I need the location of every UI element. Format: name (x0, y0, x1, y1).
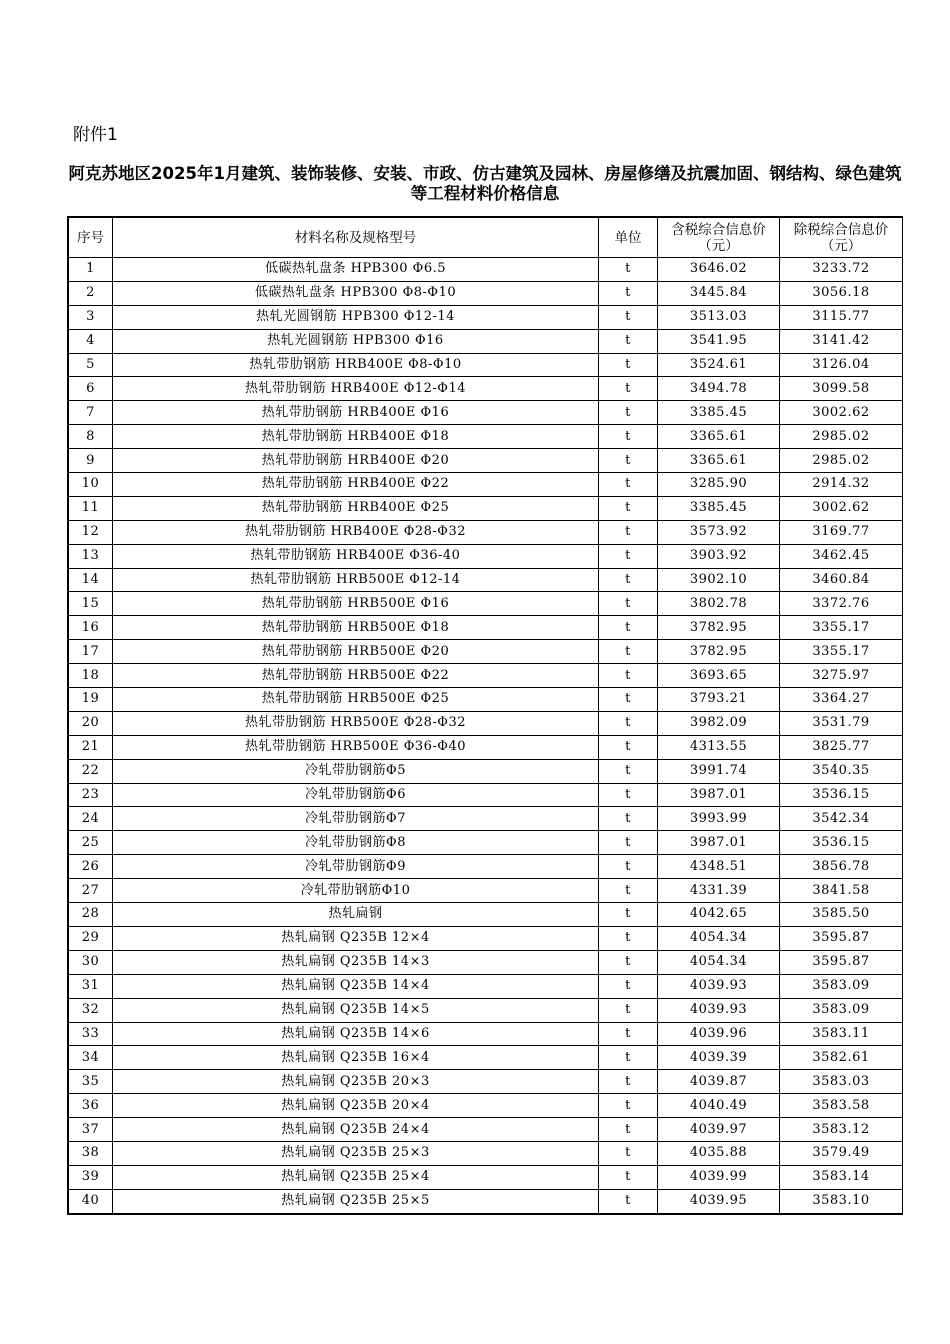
cell-material-name: 热轧带肋钢筋 HRB400E Φ18 (113, 425, 599, 449)
cell-unit: t (599, 377, 658, 401)
cell-material-name: 热轧带肋钢筋 HRB500E Φ25 (113, 688, 599, 712)
cell-unit: t (599, 1189, 658, 1213)
cell-material-name: 热轧带肋钢筋 HRB500E Φ20 (113, 640, 599, 664)
cell-price-without-tax: 2914.32 (780, 473, 903, 497)
cell-price-with-tax: 3365.61 (658, 425, 780, 449)
table-row (69, 449, 903, 473)
cell-material-name: 热轧带肋钢筋 HRB500E Φ12-14 (113, 568, 599, 592)
cell-unit: t (599, 855, 658, 879)
document-title: 阿克苏地区2025年1月建筑、装饰装修、安装、市政、仿古建筑及园林、房屋修缮及抗震加固、钢结构、绿色建筑等工程材料价格信息 (68, 164, 902, 203)
cell-price-with-tax: 3987.01 (658, 831, 780, 855)
cell-material-name: 热轧带肋钢筋 HRB500E Φ22 (113, 664, 599, 688)
cell-price-without-tax: 3536.15 (780, 783, 903, 807)
cell-price-without-tax: 3462.45 (780, 544, 903, 568)
table-row (69, 544, 903, 568)
col-header-price-with-tax: 含税综合信息价（元） (658, 218, 780, 258)
cell-unit: t (599, 950, 658, 974)
cell-index: 36 (69, 1094, 113, 1118)
attachment-label: 附件1 (73, 125, 118, 145)
cell-price-without-tax: 3126.04 (780, 353, 903, 377)
cell-material-name: 热轧光圆钢筋 HPB300 Φ12-14 (113, 305, 599, 329)
cell-unit: t (599, 496, 658, 520)
cell-unit: t (599, 520, 658, 544)
cell-price-without-tax: 3169.77 (780, 520, 903, 544)
table-row (69, 855, 903, 879)
cell-price-without-tax: 3056.18 (780, 281, 903, 305)
cell-material-name: 热轧扁钢 Q235B 14×4 (113, 974, 599, 998)
cell-material-name: 热轧扁钢 Q235B 14×6 (113, 1022, 599, 1046)
cell-index: 15 (69, 592, 113, 616)
cell-material-name: 冷轧带肋钢筋Φ7 (113, 807, 599, 831)
col-header-price-without-tax: 除税综合信息价（元） (780, 218, 903, 258)
table-row (69, 1189, 903, 1213)
cell-price-with-tax: 4039.93 (658, 998, 780, 1022)
cell-price-without-tax: 3099.58 (780, 377, 903, 401)
cell-price-without-tax: 3364.27 (780, 688, 903, 712)
table-row (69, 305, 903, 329)
cell-material-name: 热轧扁钢 Q235B 20×4 (113, 1094, 599, 1118)
cell-index: 11 (69, 496, 113, 520)
cell-unit: t (599, 281, 658, 305)
cell-price-with-tax: 3793.21 (658, 688, 780, 712)
cell-price-without-tax: 3583.09 (780, 974, 903, 998)
cell-price-without-tax: 2985.02 (780, 449, 903, 473)
table-row (69, 329, 903, 353)
table-row (69, 1165, 903, 1189)
cell-unit: t (599, 1070, 658, 1094)
cell-unit: t (599, 1022, 658, 1046)
cell-index: 23 (69, 783, 113, 807)
cell-price-without-tax: 3115.77 (780, 305, 903, 329)
table-row (69, 903, 903, 927)
cell-price-with-tax: 3987.01 (658, 783, 780, 807)
cell-price-with-tax: 3445.84 (658, 281, 780, 305)
cell-index: 5 (69, 353, 113, 377)
cell-price-with-tax: 4313.55 (658, 735, 780, 759)
cell-material-name: 热轧带肋钢筋 HRB500E Φ36-Φ40 (113, 735, 599, 759)
cell-price-with-tax: 3993.99 (658, 807, 780, 831)
cell-price-without-tax: 3583.58 (780, 1094, 903, 1118)
table-row (69, 592, 903, 616)
cell-price-without-tax: 3002.62 (780, 496, 903, 520)
cell-price-with-tax: 3982.09 (658, 711, 780, 735)
cell-index: 8 (69, 425, 113, 449)
cell-price-with-tax: 3903.92 (658, 544, 780, 568)
cell-price-without-tax: 3536.15 (780, 831, 903, 855)
table-row (69, 1022, 903, 1046)
cell-unit: t (599, 759, 658, 783)
cell-unit: t (599, 711, 658, 735)
cell-index: 30 (69, 950, 113, 974)
cell-unit: t (599, 903, 658, 927)
cell-index: 24 (69, 807, 113, 831)
cell-price-without-tax: 3372.76 (780, 592, 903, 616)
cell-price-with-tax: 3541.95 (658, 329, 780, 353)
cell-price-without-tax: 3856.78 (780, 855, 903, 879)
table-row (69, 950, 903, 974)
cell-index: 2 (69, 281, 113, 305)
cell-material-name: 热轧带肋钢筋 HRB400E Φ28-Φ32 (113, 520, 599, 544)
table-row (69, 974, 903, 998)
table-row (69, 879, 903, 903)
table-row (69, 926, 903, 950)
cell-price-with-tax: 3646.02 (658, 258, 780, 282)
cell-unit: t (599, 974, 658, 998)
table-row (69, 1094, 903, 1118)
cell-price-with-tax: 4039.93 (658, 974, 780, 998)
cell-unit: t (599, 616, 658, 640)
cell-index: 13 (69, 544, 113, 568)
cell-material-name: 热轧扁钢 Q235B 14×5 (113, 998, 599, 1022)
cell-price-with-tax: 4040.49 (658, 1094, 780, 1118)
table-row (69, 783, 903, 807)
cell-material-name: 热轧带肋钢筋 HRB500E Φ28-Φ32 (113, 711, 599, 735)
cell-price-with-tax: 3385.45 (658, 401, 780, 425)
table-row (69, 425, 903, 449)
table-row (69, 640, 903, 664)
table-row (69, 831, 903, 855)
cell-price-with-tax: 4039.97 (658, 1118, 780, 1142)
table-row (69, 281, 903, 305)
cell-price-without-tax: 3825.77 (780, 735, 903, 759)
table-row (69, 1070, 903, 1094)
cell-material-name: 热轧扁钢 Q235B 24×4 (113, 1118, 599, 1142)
cell-price-with-tax: 4042.65 (658, 903, 780, 927)
cell-material-name: 热轧扁钢 Q235B 16×4 (113, 1046, 599, 1070)
cell-price-without-tax: 3355.17 (780, 640, 903, 664)
cell-index: 3 (69, 305, 113, 329)
cell-material-name: 热轧扁钢 Q235B 14×3 (113, 950, 599, 974)
cell-price-with-tax: 4054.34 (658, 950, 780, 974)
cell-material-name: 低碳热轧盘条 HPB300 Φ8-Φ10 (113, 281, 599, 305)
cell-price-with-tax: 4039.95 (658, 1189, 780, 1213)
cell-unit: t (599, 544, 658, 568)
cell-material-name: 热轧扁钢 (113, 903, 599, 927)
cell-material-name: 热轧带肋钢筋 HRB400E Φ36-40 (113, 544, 599, 568)
cell-price-without-tax: 3542.34 (780, 807, 903, 831)
cell-price-with-tax: 3524.61 (658, 353, 780, 377)
cell-price-without-tax: 3275.97 (780, 664, 903, 688)
cell-price-without-tax: 3583.12 (780, 1118, 903, 1142)
cell-index: 39 (69, 1165, 113, 1189)
cell-unit: t (599, 926, 658, 950)
table-row (69, 496, 903, 520)
table-row (69, 616, 903, 640)
cell-index: 18 (69, 664, 113, 688)
cell-price-without-tax: 3233.72 (780, 258, 903, 282)
cell-unit: t (599, 473, 658, 497)
cell-index: 17 (69, 640, 113, 664)
cell-index: 33 (69, 1022, 113, 1046)
cell-material-name: 热轧带肋钢筋 HRB500E Φ18 (113, 616, 599, 640)
cell-price-with-tax: 3385.45 (658, 496, 780, 520)
cell-material-name: 热轧扁钢 Q235B 25×3 (113, 1141, 599, 1165)
cell-price-without-tax: 3002.62 (780, 401, 903, 425)
cell-price-with-tax: 3802.78 (658, 592, 780, 616)
cell-unit: t (599, 425, 658, 449)
cell-price-with-tax: 4054.34 (658, 926, 780, 950)
col-header-unit: 单位 (599, 218, 658, 258)
cell-index: 7 (69, 401, 113, 425)
table-row (69, 807, 903, 831)
cell-index: 19 (69, 688, 113, 712)
cell-price-without-tax: 3841.58 (780, 879, 903, 903)
cell-unit: t (599, 592, 658, 616)
cell-material-name: 热轧带肋钢筋 HRB400E Φ16 (113, 401, 599, 425)
cell-price-without-tax: 3582.61 (780, 1046, 903, 1070)
cell-material-name: 冷轧带肋钢筋Φ6 (113, 783, 599, 807)
cell-price-without-tax: 3540.35 (780, 759, 903, 783)
cell-material-name: 冷轧带肋钢筋Φ5 (113, 759, 599, 783)
cell-price-without-tax: 3355.17 (780, 616, 903, 640)
cell-material-name: 热轧带肋钢筋 HRB400E Φ20 (113, 449, 599, 473)
cell-material-name: 热轧扁钢 Q235B 25×5 (113, 1189, 599, 1213)
table-row (69, 353, 903, 377)
cell-price-with-tax: 4039.96 (658, 1022, 780, 1046)
cell-index: 34 (69, 1046, 113, 1070)
cell-index: 22 (69, 759, 113, 783)
table-row (69, 1141, 903, 1165)
cell-price-without-tax: 3583.03 (780, 1070, 903, 1094)
cell-material-name: 热轧扁钢 Q235B 12×4 (113, 926, 599, 950)
cell-price-without-tax: 3585.50 (780, 903, 903, 927)
table-row (69, 688, 903, 712)
cell-material-name: 热轧带肋钢筋 HRB400E Φ8-Φ10 (113, 353, 599, 377)
cell-price-with-tax: 3365.61 (658, 449, 780, 473)
cell-unit: t (599, 258, 658, 282)
table-row (69, 998, 903, 1022)
cell-material-name: 冷轧带肋钢筋Φ10 (113, 879, 599, 903)
table-row (69, 1118, 903, 1142)
cell-index: 10 (69, 473, 113, 497)
cell-material-name: 冷轧带肋钢筋Φ8 (113, 831, 599, 855)
cell-index: 26 (69, 855, 113, 879)
cell-unit: t (599, 568, 658, 592)
cell-price-with-tax: 4039.87 (658, 1070, 780, 1094)
cell-price-without-tax: 3583.10 (780, 1189, 903, 1213)
table-row (69, 520, 903, 544)
table-row (69, 1046, 903, 1070)
cell-price-with-tax: 3573.92 (658, 520, 780, 544)
cell-index: 14 (69, 568, 113, 592)
cell-index: 29 (69, 926, 113, 950)
cell-price-with-tax: 3513.03 (658, 305, 780, 329)
cell-price-without-tax: 3583.09 (780, 998, 903, 1022)
cell-price-without-tax: 2985.02 (780, 425, 903, 449)
cell-unit: t (599, 1165, 658, 1189)
cell-price-without-tax: 3595.87 (780, 950, 903, 974)
cell-price-with-tax: 3285.90 (658, 473, 780, 497)
cell-index: 25 (69, 831, 113, 855)
cell-price-with-tax: 4039.39 (658, 1046, 780, 1070)
table-row (69, 473, 903, 497)
cell-index: 38 (69, 1141, 113, 1165)
cell-price-without-tax: 3141.42 (780, 329, 903, 353)
cell-price-with-tax: 3693.65 (658, 664, 780, 688)
cell-unit: t (599, 807, 658, 831)
cell-unit: t (599, 831, 658, 855)
table-body (69, 258, 903, 1214)
cell-unit: t (599, 329, 658, 353)
table-row (69, 664, 903, 688)
cell-price-with-tax: 4348.51 (658, 855, 780, 879)
cell-unit: t (599, 1046, 658, 1070)
cell-price-with-tax: 3902.10 (658, 568, 780, 592)
cell-unit: t (599, 401, 658, 425)
cell-price-without-tax: 3595.87 (780, 926, 903, 950)
cell-unit: t (599, 879, 658, 903)
cell-index: 27 (69, 879, 113, 903)
cell-index: 32 (69, 998, 113, 1022)
cell-price-with-tax: 4039.99 (658, 1165, 780, 1189)
cell-index: 6 (69, 377, 113, 401)
table-row (69, 711, 903, 735)
col-header-name: 材料名称及规格型号 (113, 218, 599, 258)
cell-price-with-tax: 3782.95 (658, 616, 780, 640)
cell-unit: t (599, 1118, 658, 1142)
cell-material-name: 热轧扁钢 Q235B 20×3 (113, 1070, 599, 1094)
table-row (69, 735, 903, 759)
cell-index: 4 (69, 329, 113, 353)
cell-material-name: 热轧带肋钢筋 HRB500E Φ16 (113, 592, 599, 616)
cell-index: 37 (69, 1118, 113, 1142)
cell-index: 16 (69, 616, 113, 640)
cell-material-name: 低碳热轧盘条 HPB300 Φ6.5 (113, 258, 599, 282)
cell-material-name: 冷轧带肋钢筋Φ9 (113, 855, 599, 879)
cell-price-without-tax: 3460.84 (780, 568, 903, 592)
cell-material-name: 热轧带肋钢筋 HRB400E Φ25 (113, 496, 599, 520)
table-row (69, 568, 903, 592)
cell-unit: t (599, 998, 658, 1022)
cell-unit: t (599, 783, 658, 807)
cell-material-name: 热轧扁钢 Q235B 25×4 (113, 1165, 599, 1189)
cell-material-name: 热轧光圆钢筋 HPB300 Φ16 (113, 329, 599, 353)
table-row (69, 759, 903, 783)
cell-price-with-tax: 3782.95 (658, 640, 780, 664)
cell-index: 1 (69, 258, 113, 282)
cell-price-without-tax: 3531.79 (780, 711, 903, 735)
cell-unit: t (599, 1094, 658, 1118)
cell-unit: t (599, 664, 658, 688)
cell-unit: t (599, 449, 658, 473)
cell-unit: t (599, 305, 658, 329)
cell-index: 9 (69, 449, 113, 473)
table-header-row (69, 218, 903, 258)
cell-unit: t (599, 353, 658, 377)
table-row (69, 377, 903, 401)
cell-unit: t (599, 688, 658, 712)
cell-unit: t (599, 1141, 658, 1165)
cell-index: 35 (69, 1070, 113, 1094)
cell-material-name: 热轧带肋钢筋 HRB400E Φ22 (113, 473, 599, 497)
cell-price-with-tax: 3494.78 (658, 377, 780, 401)
cell-price-with-tax: 4035.88 (658, 1141, 780, 1165)
cell-index: 21 (69, 735, 113, 759)
cell-price-with-tax: 4331.39 (658, 879, 780, 903)
col-header-index: 序号 (69, 218, 113, 258)
cell-material-name: 热轧带肋钢筋 HRB400E Φ12-Φ14 (113, 377, 599, 401)
cell-index: 28 (69, 903, 113, 927)
table-row (69, 401, 903, 425)
cell-price-without-tax: 3583.11 (780, 1022, 903, 1046)
cell-index: 40 (69, 1189, 113, 1213)
table-row (69, 258, 903, 282)
cell-price-without-tax: 3583.14 (780, 1165, 903, 1189)
cell-price-without-tax: 3579.49 (780, 1141, 903, 1165)
cell-index: 12 (69, 520, 113, 544)
cell-unit: t (599, 640, 658, 664)
cell-unit: t (599, 735, 658, 759)
cell-index: 20 (69, 711, 113, 735)
cell-price-with-tax: 3991.74 (658, 759, 780, 783)
price-table (68, 217, 903, 1214)
cell-index: 31 (69, 974, 113, 998)
